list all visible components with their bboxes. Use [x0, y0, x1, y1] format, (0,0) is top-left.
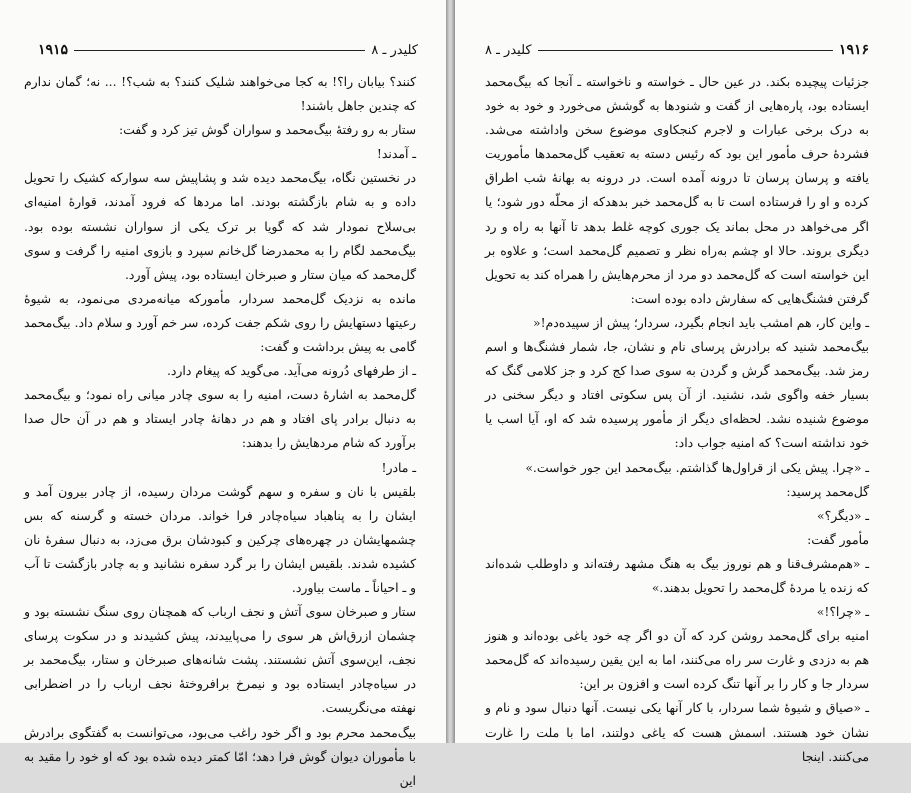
right-page-header: [485, 40, 869, 60]
running-title: کلیدر ـ ۸: [371, 42, 418, 58]
paragraph: مأمور گفت:: [807, 531, 869, 547]
paragraph: ـ آمدند!: [376, 146, 416, 162]
paragraph: کنند؟ بیابان را؟! به کجا می‌خواهند شلیک کنند؟ به شب؟! ... نه؛ گمان ندارم که چندین جاهل باشند!: [24, 74, 416, 114]
right-page-body: [485, 70, 869, 764]
page-number: ۱۹۱۶: [838, 42, 869, 58]
left-page-header: [38, 40, 418, 60]
page-number: ۱۹۱۵: [38, 42, 69, 58]
left-page-body: [24, 70, 416, 788]
paragraph: ستار و صبرخان سوی آتش و نجف ارباب که همچنان روی سنگ نشسته بود و چشمان ازرق‌اش هر سوی را می‌پاییدند، پیش کشیدند و در سکوت پرسای نجف، این‌سوی آتش نشستند. پشت شانه‌های صبرخان و ستار، بیگ‌محمد بر در سیاه‌چادر ایستاده بود و نیمرخ برافروختهٔ نجف ارباب را در اضطرابی نهفته می‌نگریست.: [24, 604, 416, 716]
paragraph: بیگ‌محمد محرم بود و اگر خود راغب می‌بود، می‌توانست به گفتگوی برادرش با مأموران دیوان گوش فرا دهد؛ امّا کمتر دیده شده بود که او خود را مقید به این: [24, 724, 416, 788]
paragraph: ـ «چرا؟!»: [816, 604, 869, 620]
paragraph: ـ از طرفهای دُرونه می‌آید. می‌گوید که پیغام دارد.: [166, 363, 416, 379]
running-title: کلیدر ـ ۸: [485, 42, 532, 58]
paragraph: ـ واین کار، هم امشب باید انجام بگیرد، سردار؛ پیش از سپیده‌دم!«: [532, 314, 869, 330]
paragraph: گل‌محمد پرسید:: [786, 483, 869, 499]
paragraph: ـ «چرا. پیش یکی از قراول‌ها گذاشتم. بیگ‌محمد این جور خواست.»: [525, 459, 869, 475]
paragraph: امنیه برای گل‌محمد روشن کرد که آن دو اگر چه خود یاغی بوده‌اند و هنوز هم به دزدی و غارت سر راه می‌کنند، اما به این یقین رسیده‌اند که گل‌محمد سردار جا و کار را بر آنها تنگ کرده است و افزون بر این:: [485, 628, 869, 692]
paragraph: در نخستین نگاه، بیگ‌محمد دیده شد و پشاپیش سه سوارکه کشیک را تحویل داده و به شام بازگشته بودند. اما مردها که فرود آمدند، قوارهٔ امنیه‌ای بی‌سلاح نمودار شد که گویا بر ترک یکی از سواران نشسته بوده بود. بیگ‌محمد لگام را به محمدرضا گل‌خانم سپرد و بازوی امنیه را گرفت و سوی گل‌محمد که میان ستار و صبرخان ایستاده بود، پیش آورد.: [24, 170, 416, 282]
paragraph: بلقیس با نان و سفره و سهم گوشت مردان رسیده، از چادر بیرون آمد و ایشان را به پناهباد سیاه‌چادر فرا خواند. مردان خسته و گرسنه که بس چشمهایشان در چهره‌های چرکین و کبودشان برق می‌زد، به دنبال سفرهٔ نان کشیده شدند. بلقیس ایشان را بر گرد سفره نشانید و به چادر بازگشت تا آب و ـ احیاناً ـ ماست بیاورد.: [24, 483, 416, 595]
right-page: [455, 0, 911, 764]
book-gutter: [446, 0, 455, 743]
paragraph: گل‌محمد به اشارهٔ دست، امنیه را به سوی چادر میانی راه نمود؛ و بیگ‌محمد به دنبال برادر پای افتاد و هم در دهانهٔ چادر ایستاد و هم در آن حال صدا برآورد که شام مردهایش را بدهند:: [24, 387, 416, 451]
paragraph: ستار به رو رفتهٔ بیگ‌محمد و سواران گوش تیز کرد و گفت:: [118, 122, 416, 138]
header-rule: [74, 50, 365, 51]
paragraph: ـ «صیاق و شیوهٔ شما سردار، با کار آنها یکی نیست. آنها دنبال سود و نام و نشان خود هستند. اسمش هست که یاغی دولتند، اما با ملت را غارت می‌کنند. اینجا: [485, 700, 869, 764]
paragraph: ـ مادر!: [381, 459, 416, 475]
header-rule: [538, 50, 833, 51]
paragraph: بیگ‌محمد شنید که برادرش پرسای نام و نشان، جا، شمار فشنگ‌ها و اسم رمز شد. بیگ‌محمد گرش و گردن به سوی صدا کج کرد و جز کلامی گنگ که بسیار خفه واگوی شد، نشنید. از آن پس سکوتی افتاد و دیگر سخنی در موضوع شنیده نشد. لحظه‌ای دیگر از مأمور پرسیده شد که او، آیا اسب یا خود نداشته است؟ که امنیه جواب داد:: [485, 339, 869, 451]
paragraph: جزئیات پیچیده بکند. در عین حال ـ خواسته و ناخواسته ـ آنجا که بیگ‌محمد ایستاده بود، پاره‌هایی از گفت و شنودها به گوشش می‌خورد و خود به خود به درک برخی عبارات و لاجرم کنجکاوی موضوع سخن واداشته می‌شد. فشردهٔ حرف مأمور این بود که رئیس دسته به تعقیب گل‌محمدها مأموریت یافته و پرسان پرسان تا درونه آمده است. در درونه به بهانهٔ شب اطراق کرده و او را فرستاده است تا به گل‌محمد خبر بدهدکه از محلّه دور شود؛ یا اگر می‌خواهد در محل بماند یک جوری کوچه غلط بدهد تا آنها به راه و رد دیگری بروند. حالا او چشم به‌راه نظر و تصمیم گل‌محمد است؛ و علاوه بر این خواسته است که گل‌محمد دو مرد از محرم‌هایش را همراه کند به تحویل گرفتن فشنگ‌هایی که سفارش داده بوده است:: [485, 74, 869, 306]
paragraph: ـ «هم‌مشرف‌قنا و هم نوروز بیگ به هنگ مشهد رفته‌اند و داوطلب شده‌اند که زنده یا مردهٔ گل‌محمد را تحویل بدهند.»: [485, 555, 869, 595]
left-page: [0, 0, 446, 788]
paragraph: مانده به نزدیک گل‌محمد سردار، مأمورکه میانه‌مردی می‌نمود، به شیوهٔ رعیتها دستهایش را روی شکم جفت کرده، سر خم آورد و سلام داد. بیگ‌محمد گامی به پیش برداشت و گفت:: [24, 290, 416, 355]
paragraph: ـ «دیگر؟»: [817, 507, 869, 523]
